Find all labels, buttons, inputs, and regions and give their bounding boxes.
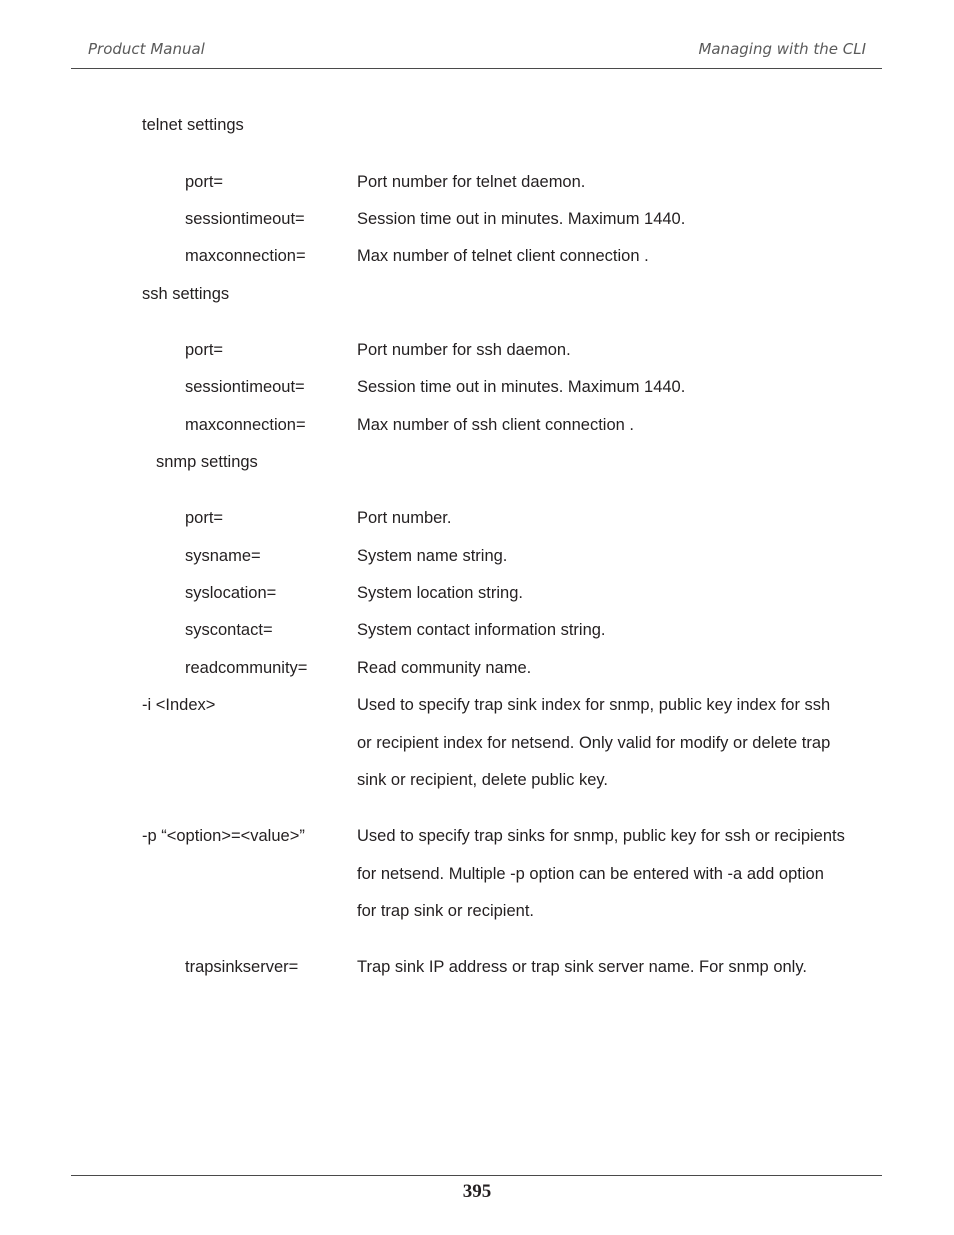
ssh-port-description: Port number for ssh daemon. <box>357 341 571 359</box>
snmp-sysname-option: sysname= <box>185 547 261 565</box>
ssh-settings-heading: ssh settings <box>142 285 230 303</box>
index-option-description-line: Used to specify trap sink index for snmp, public key index for ssh <box>357 696 831 714</box>
trapsinkserver-option: trapsinkserver= <box>185 958 299 976</box>
telnet-sessiontimeout-description: Session time out in minutes. Maximum 1440. <box>357 210 686 228</box>
ssh-sessiontimeout-option: sessiontimeout= <box>185 378 305 396</box>
page-number: 395 <box>462 1181 492 1202</box>
snmp-port-option: port= <box>185 509 224 527</box>
footer-divider <box>71 1175 882 1176</box>
p-option-description-line: Used to specify trap sinks for snmp, public key for ssh or recipients <box>357 827 845 845</box>
snmp-syslocation-description: System location string. <box>357 584 523 602</box>
ssh-port-option: port= <box>185 341 224 359</box>
ssh-maxconnection-description: Max number of ssh client connection . <box>357 416 634 434</box>
snmp-sysname-description: System name string. <box>357 547 508 565</box>
ssh-maxconnection-option: maxconnection= <box>185 416 306 434</box>
header-divider <box>71 68 882 69</box>
snmp-settings-heading: snmp settings <box>156 453 258 471</box>
snmp-syscontact-description: System contact information string. <box>357 621 606 639</box>
p-option-label: -p “<option>=<value>” <box>142 827 305 845</box>
telnet-port-description: Port number for telnet daemon. <box>357 173 586 191</box>
header-title-left: Product Manual <box>88 40 205 58</box>
snmp-syscontact-option: syscontact= <box>185 621 273 639</box>
snmp-syslocation-option: syslocation= <box>185 584 277 602</box>
index-option-description-line: or recipient index for netsend. Only valid for modify or delete trap <box>357 734 831 752</box>
telnet-port-option: port= <box>185 173 224 191</box>
snmp-readcommunity-option: readcommunity= <box>185 659 308 677</box>
snmp-readcommunity-description: Read community name. <box>357 659 532 677</box>
telnet-settings-heading: telnet settings <box>142 116 244 134</box>
telnet-sessiontimeout-option: sessiontimeout= <box>185 210 305 228</box>
index-option-description-line: sink or recipient, delete public key. <box>357 771 608 789</box>
trapsinkserver-description: Trap sink IP address or trap sink server name. For snmp only. <box>357 958 807 976</box>
telnet-maxconnection-description: Max number of telnet client connection . <box>357 247 649 265</box>
telnet-maxconnection-option: maxconnection= <box>185 247 306 265</box>
header-title-right: Managing with the CLI <box>698 40 866 58</box>
index-option-label: -i <Index> <box>142 696 216 714</box>
snmp-port-description: Port number. <box>357 509 452 527</box>
p-option-description-line: for trap sink or recipient. <box>357 902 534 920</box>
ssh-sessiontimeout-description: Session time out in minutes. Maximum 1440. <box>357 378 686 396</box>
p-option-description-line: for netsend. Multiple -p option can be entered with -a add option <box>357 865 824 883</box>
